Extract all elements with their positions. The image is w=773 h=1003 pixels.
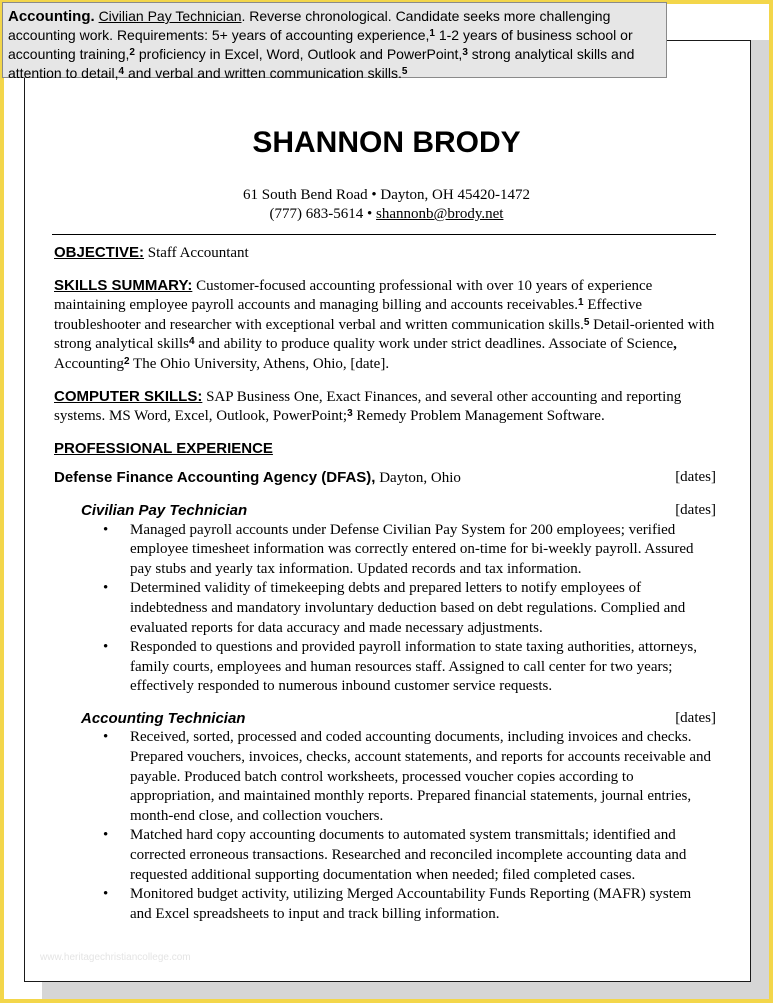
callout-text: strong analytical skills and attention to detail, <box>8 46 635 81</box>
skills-text: The Ohio University, Athens, Ohio, [date]. <box>129 355 390 372</box>
callout-job-link[interactable]: Civilian Pay Technician <box>98 8 242 24</box>
job-entry <box>81 501 716 697</box>
watermark-text: www.heritagechristiancollege.com <box>40 952 191 963</box>
callout-lead: Accounting. <box>8 8 95 25</box>
resume-body <box>54 243 716 924</box>
experience-heading: PROFESSIONAL EXPERIENCE <box>54 439 273 457</box>
address-line: 61 South Bend Road • Dayton, OH 45420-1472 <box>243 187 530 203</box>
employer-row <box>54 468 716 489</box>
objective-heading: OBJECTIVE: <box>54 244 145 261</box>
phone-email-line <box>0 205 773 224</box>
contact-block <box>0 186 773 224</box>
phone: (777) 683-5614 • <box>269 206 377 222</box>
skills-text: , <box>673 336 677 353</box>
footnote-marker: 1 <box>429 28 435 39</box>
job-header <box>81 501 716 521</box>
job-dates: [dates] <box>675 709 716 726</box>
bullet-item: • Determined validity of timekeeping debts and prepared letters to notify employees of indebtedness and mandatory involuntary deduction based on debt regulations. Complied and evaluated reports for data accuracy and made necessary adjustments. <box>81 579 716 638</box>
employer-dates: [dates] <box>675 469 716 486</box>
footnote-marker: 5 <box>401 66 408 77</box>
job-bullets <box>81 728 716 924</box>
resume-name: SHANNON BRODY <box>252 126 521 159</box>
job-bullets <box>81 521 716 697</box>
computer-skills-heading: COMPUTER SKILLS: <box>54 387 203 405</box>
skills-summary-heading: SKILLS SUMMARY: <box>54 276 193 294</box>
skills-text: and ability to produce quality work under strict deadlines. Associate of Science <box>194 336 674 353</box>
callout-text: . Reverse chronological. Candidate seeks more challenging accounting work. Requirements: 5+ years of accounting experience, <box>8 8 611 43</box>
employer-location: Dayton, Ohio <box>375 470 461 487</box>
skills-text: Customer-focused accounting professional with over 10 years of experience maintaining employee payroll accounts and managing billing and accounts receivables. <box>54 277 653 314</box>
computer-skills-text: SAP Business One, Exact Finances, and several other accounting and reporting systems. MS Word, Excel, Outlook, PowerPoint; <box>54 388 682 425</box>
skills-summary-section <box>54 276 716 375</box>
skills-text: Accounting <box>54 355 124 372</box>
job-title: Civilian Pay Technician <box>81 501 248 519</box>
bullet-item: • Responded to questions and provided payroll information to state taxing authorities, attorneys, family courts, employees and human resources staff. Assigned to call center for two years; effectively responded to numerous inbound customer service requests. <box>81 638 716 697</box>
employer-name: Defense Finance Accounting Agency (DFAS), <box>54 469 376 487</box>
computer-skills-section <box>54 387 716 427</box>
computer-skills-text: Remedy Problem Management Software. <box>352 408 605 425</box>
skills-text: Effective troubleshooter and researcher with exceptional verbal and written communication skills. <box>54 297 643 333</box>
header-divider <box>52 234 716 235</box>
annotation-callout <box>2 2 667 81</box>
email-link[interactable]: shannonb@brody.net <box>376 206 504 222</box>
callout-text: proficiency in Excel, Word, Outlook and PowerPoint, <box>134 46 463 62</box>
footnote-marker: 3 <box>347 408 353 420</box>
callout-text: and verbal and written communication skills. <box>124 65 402 81</box>
footnote-marker: 1 <box>578 297 584 309</box>
footnote-marker: 4 <box>188 336 195 348</box>
objective-text: Staff Accountant <box>144 245 249 261</box>
footnote-marker: 4 <box>118 66 125 77</box>
footnote-marker: 3 <box>462 47 468 58</box>
skills-text: Detail-oriented with strong analytical skills <box>54 316 715 353</box>
employer-info <box>54 468 461 489</box>
callout-text: 1-2 years of business school or accounting training, <box>8 27 633 62</box>
footnote-marker: 2 <box>123 355 130 367</box>
objective-section <box>54 243 716 264</box>
bullet-item: • Matched hard copy accounting documents to automated system transmittals; identified and corrected erroneous transactions. Researched and reconciled incomplete accounting data and requested additional supporting documentation when needed; filed completed cases. <box>81 826 716 885</box>
experience-section <box>54 439 716 925</box>
job-entry <box>81 709 716 925</box>
job-header <box>81 709 716 729</box>
job-title: Accounting Technician <box>81 709 246 727</box>
footnote-marker: 2 <box>129 47 135 58</box>
job-dates: [dates] <box>675 501 716 518</box>
bullet-item: • Received, sorted, processed and coded accounting documents, including invoices and checks. Prepared vouchers, invoices, checks, account statements, and reports for accounts receivable and payable. Produced batch control worksheets, processed voucher copies according to appropriation, and maintained monthly reports. Prepared financial statements, journal entries, month-end close, and collection vouchers. <box>81 728 716 826</box>
bullet-item: • Managed payroll accounts under Defense Civilian Pay System for 200 employees; verified employee timesheet information was correctly entered on-time for bi-weekly payroll. Assured pay stubs and yearly tax information. Updated records and tax information. <box>81 521 716 580</box>
bullet-item: • Monitored budget activity, utilizing Merged Accountability Funds Reporting (MAFR) system and Excel spreadsheets to input and track billing information. <box>81 885 716 924</box>
footnote-marker: 5 <box>583 316 590 328</box>
